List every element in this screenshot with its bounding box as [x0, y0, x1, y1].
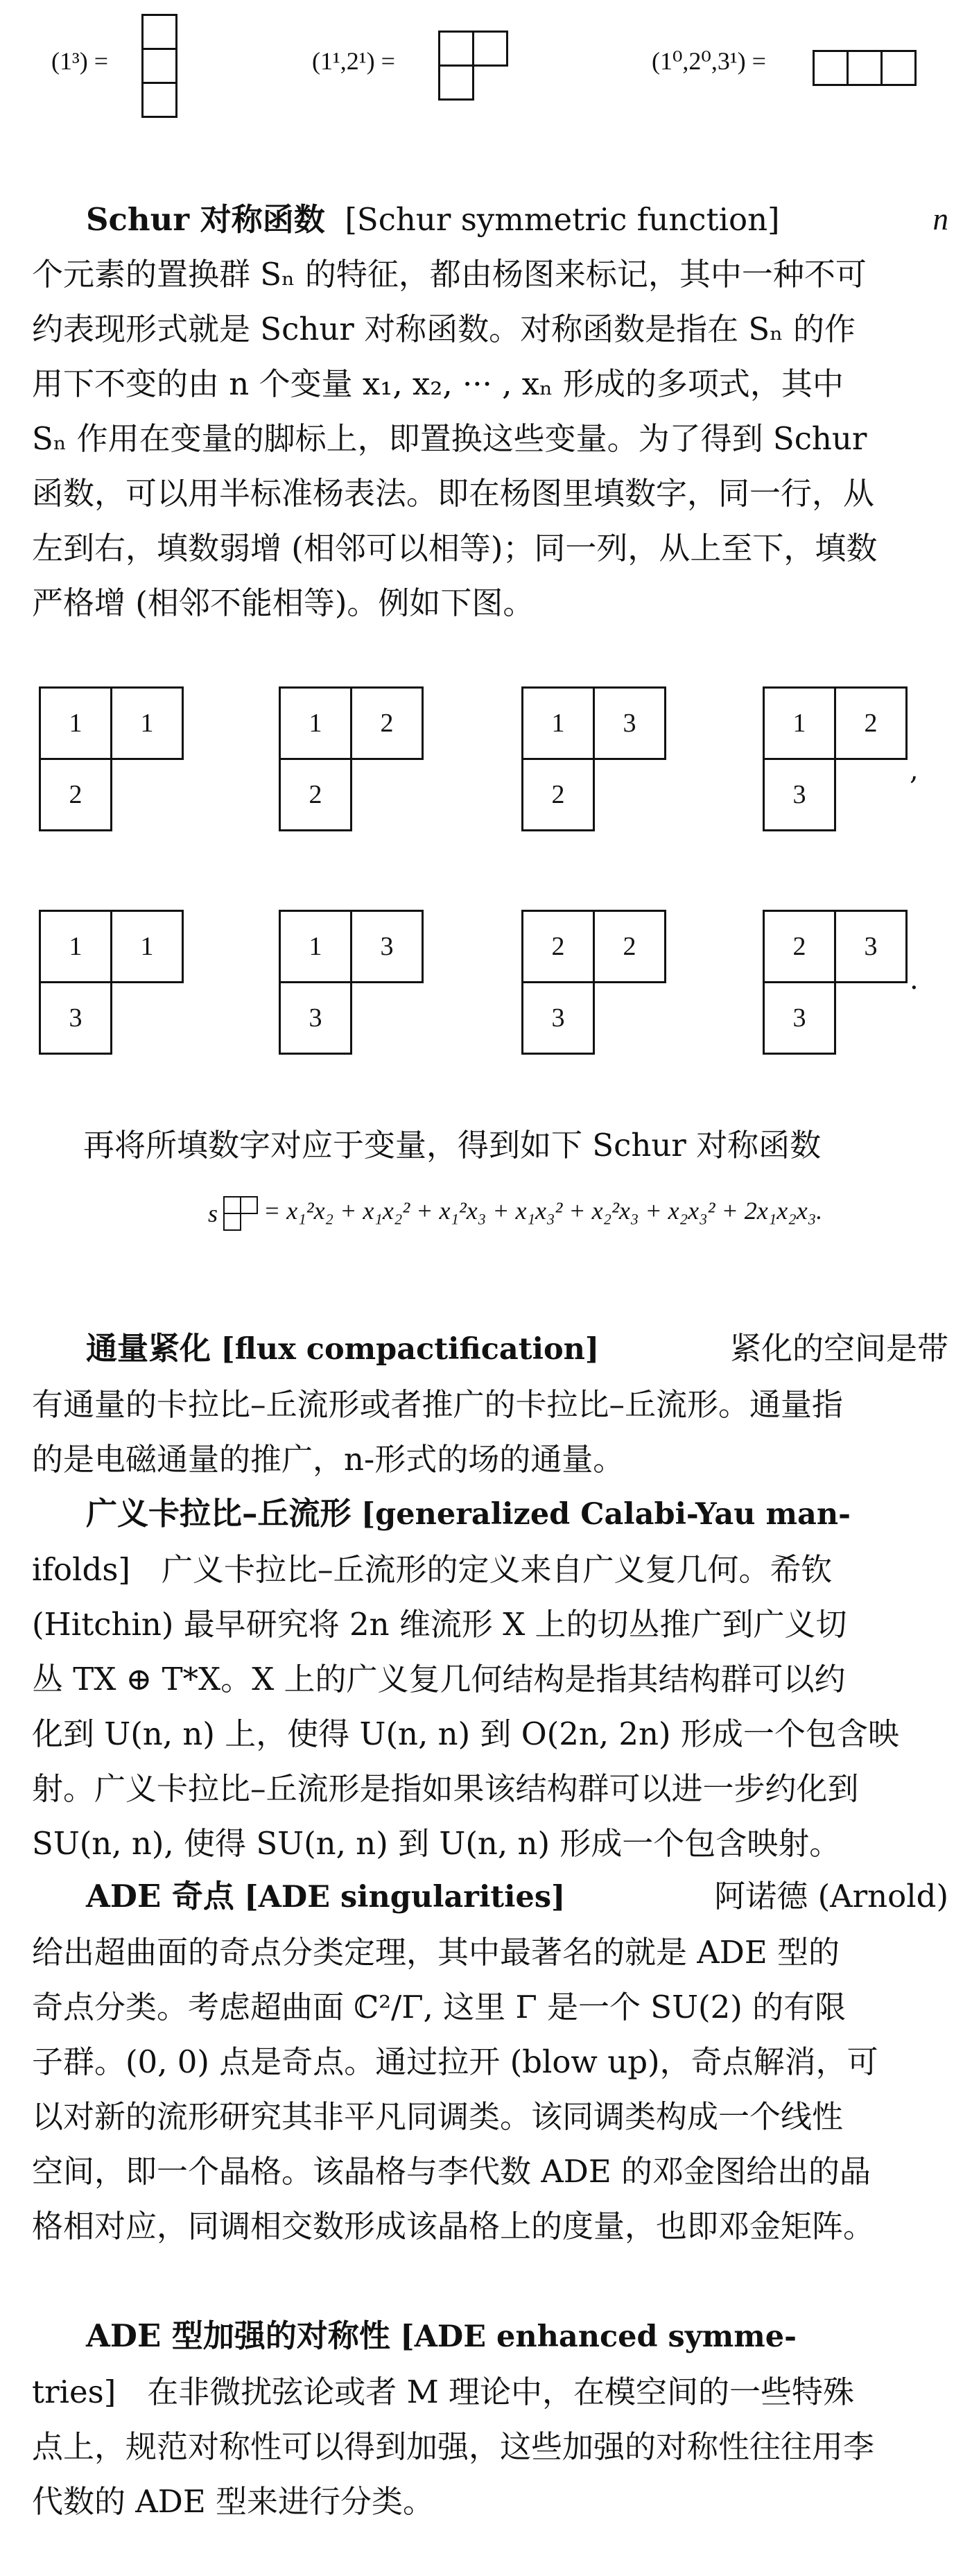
young-cell — [141, 14, 177, 50]
entry-generalized-calabi-yau — [32, 1486, 948, 1871]
entry-title-en: [ADE singularities] — [244, 1880, 566, 1914]
body-line: 给出超曲面的奇点分类定理，其中最著名的就是 ADE 型的 — [32, 1934, 840, 1971]
tableau-cell: 3 — [834, 910, 908, 983]
tableau-cell: 2 — [39, 758, 112, 831]
after-tableaux-line — [83, 1118, 915, 1173]
young-cell — [223, 1213, 241, 1231]
formula-symbol: s — [208, 1200, 218, 1227]
punctuation-period: . — [910, 964, 919, 996]
tableau-cell: 2 — [279, 758, 352, 831]
entry-title-en: [Schur symmetric function] — [345, 201, 780, 238]
body-line: 以对新的流形研究其非平凡同调类。该同调类构成一个线性 — [32, 2098, 844, 2135]
tableau-cell: 1 — [39, 910, 112, 983]
entry-first-line — [32, 1869, 948, 1925]
body-line: tries] 在非微扰弦论或者 M 理论中，在模空间的一些特殊 — [32, 2374, 854, 2410]
entry-title-cn: 通量紧化 — [86, 1330, 211, 1367]
body-line: 化到 U(n, n) 上，使得 U(n, n) 到 O(2n, 2n) 形成一个包含映 — [32, 1715, 899, 1752]
body-line: 有通量的卡拉比–丘流形或者推广的卡拉比–丘流形。通量指 — [32, 1386, 844, 1423]
entry-first-line — [32, 192, 948, 247]
tableau-cell: 2 — [834, 686, 908, 760]
entry-title-cn: 广义卡拉比–丘流形 — [86, 1495, 352, 1532]
tableau-cell: 2 — [521, 910, 595, 983]
formula-body: = x₁²x₂ + x₁x₂² + x₁²x₃ + x₁x₃² + x₂²x₃ + x₂x₃² + 2x₁x₂x₃. — [263, 1197, 823, 1225]
tableau-cell: 3 — [593, 686, 666, 760]
entry-first-line — [32, 1321, 948, 1377]
entry-title-en: [ADE enhanced symme- — [400, 2319, 797, 2354]
body-line: 子群。(0, 0) 点是奇点。通过拉开 (blow up)，奇点解消，可 — [32, 2043, 878, 2080]
entry-ade-singularities — [32, 1869, 948, 2254]
young-cell — [240, 1196, 258, 1214]
tableau-cell: 3 — [763, 981, 836, 1055]
entry-title-en: [generalized Calabi-Yau man- — [361, 1497, 851, 1532]
tableau-cell: 1 — [279, 910, 352, 983]
tableau-cell: 2 — [521, 758, 595, 831]
body-line: Sₙ 作用在变量的脚标上，即置换这些变量。为了得到 Schur — [32, 420, 867, 457]
body-line: 个元素的置换群 Sₙ 的特征，都由杨图来标记，其中一种不可 — [32, 256, 867, 293]
tableau-cell: 1 — [39, 686, 112, 760]
tableau-cell: 2 — [763, 910, 836, 983]
entry-title-cn: Schur 对称函数 — [86, 201, 325, 238]
tableau-cell: 3 — [763, 758, 836, 831]
body-line: (Hitchin) 最早研究将 2n 维流形 X 上的切丛推广到广义切 — [32, 1606, 847, 1643]
partition-label: (1¹,2¹) = — [312, 47, 395, 75]
line-text: n — [932, 202, 948, 236]
body-line: 射。广义卡拉比–丘流形是指如果该结构群可以进一步约化到 — [32, 1770, 859, 1807]
body-line: 约表现形式就是 Schur 对称函数。对称函数是指在 Sₙ 的作 — [32, 311, 856, 347]
tableau-cell: 1 — [110, 686, 184, 760]
young-cell — [438, 64, 474, 101]
partition-label: (1³) = — [51, 47, 109, 75]
young-cell — [847, 50, 883, 86]
young-cell — [141, 82, 177, 118]
body-line: 严格增 (相邻不能相等)。例如下图。 — [32, 585, 535, 621]
body-line: 格相对应，同调相交数形成该晶格上的度量，也即邓金矩阵。 — [32, 2208, 875, 2245]
line-text: 再将所填数字对应于变量，得到如下 Schur 对称函数 — [83, 1127, 822, 1164]
tableau-cell: 2 — [593, 910, 666, 983]
body-line: 奇点分类。考虑超曲面 ℂ²/Γ, 这里 Γ 是一个 SU(2) 的有限 — [32, 1989, 847, 2025]
line-text: 紧化的空间是带 — [729, 1330, 948, 1367]
young-cell — [141, 48, 177, 84]
tableau-cell: 1 — [763, 686, 836, 760]
punctuation-comma: , — [910, 754, 919, 786]
tableau-cell: 1 — [521, 686, 595, 760]
body-line: 左到右，填数弱增 (相邻可以相等)；同一列，从上至下，填数 — [32, 530, 878, 567]
partition-label: (1⁰,2⁰,3¹) = — [652, 47, 766, 75]
young-cell — [813, 50, 849, 86]
body-line: 点上，规范对称性可以得到加强，这些加强的对称性往往用李 — [32, 2428, 875, 2465]
young-cell — [438, 31, 474, 67]
entry-first-line — [32, 2308, 948, 2365]
tableau-cell: 3 — [350, 910, 424, 983]
body-line: ifolds] 广义卡拉比–丘流形的定义来自广义复几何。希钦 — [32, 1551, 833, 1588]
entry-flux — [32, 1321, 948, 1487]
young-cell — [880, 50, 917, 86]
tableau-cell: 1 — [110, 910, 184, 983]
entry-title-en: [flux compactification] — [220, 1332, 600, 1367]
tableau-cell: 2 — [350, 686, 424, 760]
body-line: 的是电磁通量的推广，n-形式的场的通量。 — [32, 1441, 625, 1478]
entry-schur — [32, 192, 948, 630]
entry-ade-enhanced-symmetries — [32, 2308, 948, 2529]
partition-1-cubed — [51, 43, 108, 79]
tableau-cell: 1 — [279, 686, 352, 760]
body-line: SU(n, n), 使得 SU(n, n) 到 U(n, n) 形成一个包含映射。 — [32, 1825, 841, 1862]
tableau-cell: 3 — [39, 981, 112, 1055]
tableau-cell: 3 — [279, 981, 352, 1055]
line-text: 阿诺德 (Arnold) — [714, 1878, 948, 1914]
young-cell — [223, 1196, 241, 1214]
body-line: 丛 TX ⊕ T*X。X 上的广义复几何结构是指其结构群可以约 — [32, 1661, 846, 1697]
body-line: 函数，可以用半标准杨表法。即在杨图里填数字，同一行，从 — [32, 475, 875, 512]
entry-title-cn: ADE 型加强的对称性 — [86, 2317, 390, 2354]
body-line: 代数的 ADE 型来进行分类。 — [32, 2483, 435, 2520]
young-cell — [472, 31, 508, 67]
partition-3 — [652, 43, 766, 79]
body-line: 用下不变的由 n 个变量 x₁, x₂, ··· , xₙ 形成的多项式，其中 — [32, 365, 844, 402]
tableau-cell: 3 — [521, 981, 595, 1055]
entry-first-line — [32, 1486, 948, 1542]
body-line: 空间，即一个晶格。该晶格与李代数 ADE 的邓金图给出的晶 — [32, 2153, 871, 2190]
entry-title-cn: ADE 奇点 — [86, 1878, 234, 1914]
partition-1-2 — [312, 43, 395, 79]
